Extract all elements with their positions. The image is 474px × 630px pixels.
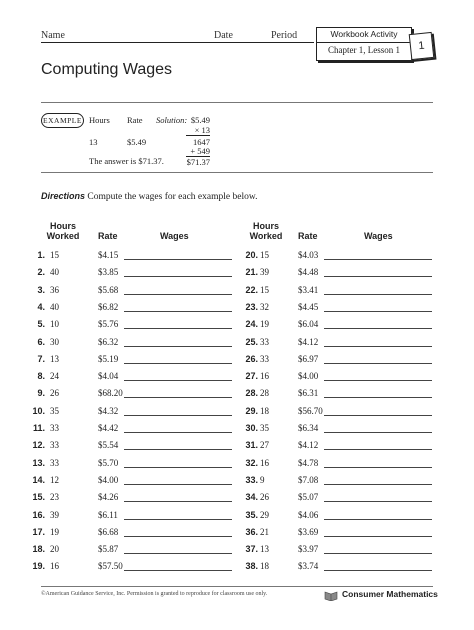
header-rule — [41, 42, 314, 43]
example-calc-underline-1 — [186, 135, 210, 136]
exercise-number: 4. — [37, 301, 45, 312]
wages-answer-line[interactable] — [324, 397, 432, 398]
example-answer: The answer is $71.37. — [89, 156, 164, 166]
exercise-row — [0, 250, 474, 262]
hourly-rate: $4.26 — [98, 492, 119, 503]
exercise-number: 10. — [32, 405, 45, 416]
wages-answer-line[interactable] — [324, 553, 432, 554]
wages-answer-line[interactable] — [324, 570, 432, 571]
hourly-rate: $7.08 — [298, 474, 319, 485]
exercise-number: 16. — [32, 509, 45, 520]
hourly-rate: $57.50 — [98, 561, 123, 572]
exercise-number: 3. — [37, 284, 45, 295]
exercise-number: 29. — [245, 405, 258, 416]
hourly-rate: $5.68 — [98, 284, 119, 295]
hourly-rate: $4.06 — [298, 509, 319, 520]
hourly-rate: $4.15 — [98, 250, 119, 260]
hourly-rate: $4.12 — [298, 440, 319, 451]
wages-answer-line[interactable] — [324, 484, 432, 485]
hours-worked: 15 — [50, 250, 59, 260]
exercise-number: 23. — [245, 301, 258, 312]
exercise-row — [0, 440, 474, 452]
hourly-rate: $5.70 — [98, 457, 119, 468]
example-solution-label: Solution: — [156, 115, 188, 125]
page-title: Computing Wages — [41, 61, 173, 78]
hourly-rate: $56.70 — [298, 405, 323, 416]
exercise-row — [0, 561, 474, 573]
wages-answer-line[interactable] — [324, 432, 432, 433]
hourly-rate: $3.74 — [298, 561, 319, 572]
exercise-number: 27. — [245, 371, 258, 382]
example-hours-header: Hours — [89, 115, 110, 125]
workbook-title: Workbook Activity — [330, 29, 398, 39]
exercise-row — [0, 337, 474, 349]
example-calc-line-1: $5.49 — [190, 115, 210, 125]
exercise-row — [0, 510, 474, 522]
wages-answer-line[interactable] — [324, 519, 432, 520]
exercise-row — [0, 267, 474, 279]
exercise-number: 30. — [245, 423, 258, 433]
left-hours-header-line-2: Worked — [46, 231, 80, 241]
hourly-rate: $5.07 — [298, 492, 319, 503]
hours-worked: 33 — [260, 336, 269, 347]
left-rate-header: Rate — [98, 231, 118, 241]
hours-worked: 39 — [50, 509, 59, 520]
example-calc-line-4: + 549 — [190, 146, 210, 156]
exercise-number: 14. — [32, 474, 45, 485]
hourly-rate: $4.00 — [298, 371, 319, 382]
exercise-row — [0, 423, 474, 435]
example-hours-value: 13 — [89, 137, 98, 147]
example-rate-value: $5.49 — [127, 137, 147, 147]
hourly-rate: $5.54 — [98, 440, 119, 451]
wages-answer-line[interactable] — [324, 467, 432, 468]
wages-answer-line[interactable] — [324, 449, 432, 450]
exercise-number: 15. — [32, 492, 45, 503]
exercise-row — [0, 406, 474, 418]
wages-answer-line[interactable] — [324, 259, 432, 260]
directions — [41, 191, 257, 202]
hourly-rate: $6.82 — [98, 301, 119, 312]
hours-worked: 13 — [50, 353, 59, 364]
exercise-number: 2. — [37, 267, 45, 278]
exercise-number: 25. — [245, 336, 258, 347]
hourly-rate: $5.87 — [98, 544, 119, 555]
wages-answer-line[interactable] — [324, 328, 432, 329]
exercise-row — [0, 388, 474, 400]
period-label: Period — [271, 30, 298, 41]
hourly-rate: $4.03 — [298, 250, 319, 260]
hours-worked: 21 — [260, 526, 269, 537]
exercise-number: 13. — [32, 457, 45, 468]
hours-worked: 20 — [50, 544, 59, 555]
exercise-number: 12. — [32, 440, 45, 451]
example-rule — [41, 172, 433, 173]
exercise-number: 32. — [245, 457, 258, 468]
directions-label: Directions — [41, 191, 86, 201]
hours-worked: 36 — [50, 284, 59, 295]
date-label: Date — [214, 30, 233, 41]
hours-worked: 33 — [50, 423, 59, 433]
exercise-number: 19. — [32, 561, 45, 572]
right-rate-header: Rate — [298, 231, 318, 241]
exercise-number: 17. — [32, 526, 45, 537]
hours-worked: 28 — [260, 388, 269, 399]
hourly-rate: $6.11 — [98, 509, 118, 520]
hours-worked: 27 — [260, 440, 269, 451]
wages-answer-line[interactable] — [324, 294, 432, 295]
hours-worked: 24 — [50, 371, 59, 382]
wages-answer-line[interactable] — [324, 536, 432, 537]
wages-answer-line[interactable] — [324, 501, 432, 502]
exercise-number: 18. — [32, 544, 45, 555]
hours-worked: 29 — [260, 509, 269, 520]
right-hours-header-line-1: Hours — [252, 221, 279, 231]
workbook-number: 1 — [409, 32, 435, 60]
book-icon — [324, 590, 338, 601]
hourly-rate: $5.19 — [98, 353, 119, 364]
book-title: Consumer Mathematics — [342, 589, 438, 599]
left-hours-header — [42, 221, 84, 241]
left-wages-header: Wages — [160, 231, 189, 241]
hourly-rate: $3.85 — [98, 267, 119, 278]
hourly-rate: $6.31 — [298, 388, 319, 399]
hourly-rate: $4.32 — [98, 405, 119, 416]
wages-answer-line[interactable] — [324, 363, 432, 364]
exercise-number: 22. — [245, 284, 258, 295]
exercise-number: 37. — [245, 544, 258, 555]
exercise-number: 24. — [245, 319, 258, 330]
hours-worked: 15 — [260, 250, 269, 260]
exercise-number: 5. — [37, 319, 45, 330]
right-hours-header — [245, 221, 287, 241]
hours-worked: 19 — [260, 319, 269, 330]
exercise-row — [0, 371, 474, 383]
footer-rule — [41, 586, 433, 587]
hourly-rate: $4.45 — [298, 301, 319, 312]
title-rule — [41, 102, 433, 103]
exercise-number: 38. — [245, 561, 258, 572]
hourly-rate: $4.04 — [98, 371, 119, 382]
hours-worked: 18 — [260, 561, 269, 572]
hours-worked: 32 — [260, 301, 269, 312]
right-hours-header-line-2: Worked — [249, 231, 283, 241]
hourly-rate: $4.42 — [98, 423, 119, 433]
hourly-rate: $6.68 — [98, 526, 119, 537]
hourly-rate: $4.00 — [98, 474, 119, 485]
hours-worked: 10 — [50, 319, 59, 330]
workbook-subtitle: Chapter 1, Lesson 1 — [328, 45, 400, 55]
wages-answer-line[interactable] — [324, 415, 432, 416]
hourly-rate: $6.04 — [298, 319, 319, 330]
hourly-rate: $6.34 — [298, 423, 319, 433]
wages-answer-line[interactable] — [324, 380, 432, 381]
hours-worked: 9 — [260, 474, 265, 485]
exercise-row — [0, 492, 474, 504]
exercise-number: 28. — [245, 388, 258, 399]
directions-text: Compute the wages for each example below. — [87, 192, 258, 202]
hourly-rate: $4.48 — [298, 267, 319, 278]
hours-worked: 13 — [260, 544, 269, 555]
hours-worked: 40 — [50, 267, 59, 278]
example-calc-line-5: $71.37 — [186, 157, 210, 167]
exercise-row — [0, 285, 474, 297]
exercise-number: 26. — [245, 353, 258, 364]
exercise-number: 33. — [245, 474, 258, 485]
hours-worked: 35 — [50, 405, 59, 416]
hours-worked: 39 — [260, 267, 269, 278]
exercise-row — [0, 354, 474, 366]
right-wages-header: Wages — [364, 231, 393, 241]
exercise-number: 9. — [37, 388, 45, 399]
exercise-row — [0, 527, 474, 539]
exercise-number: 8. — [37, 371, 45, 382]
hours-worked: 33 — [50, 457, 59, 468]
hours-worked: 15 — [260, 284, 269, 295]
hourly-rate: $6.32 — [98, 336, 119, 347]
exercise-number: 31. — [245, 440, 258, 451]
hourly-rate: $3.97 — [298, 544, 319, 555]
hours-worked: 16 — [260, 371, 269, 382]
exercise-number: 6. — [37, 336, 45, 347]
hourly-rate: $68.20 — [98, 388, 123, 399]
hours-worked: 26 — [260, 492, 269, 503]
hourly-rate: $3.41 — [298, 284, 319, 295]
exercise-row — [0, 319, 474, 331]
exercise-number: 7. — [37, 353, 45, 364]
hours-worked: 23 — [50, 492, 59, 503]
hours-worked: 30 — [50, 336, 59, 347]
exercise-number: 20. — [245, 250, 258, 260]
wages-answer-line[interactable] — [324, 276, 432, 277]
exercise-number: 35. — [245, 509, 258, 520]
hours-worked: 16 — [260, 457, 269, 468]
wages-answer-line[interactable] — [324, 346, 432, 347]
copyright-notice: ©American Guidance Service, Inc. Permission is granted to reproduce for classroom use only. — [41, 591, 268, 597]
hourly-rate: $4.12 — [298, 336, 319, 347]
name-label: Name — [41, 30, 65, 41]
hourly-rate: $5.76 — [98, 319, 119, 330]
hourly-rate: $4.78 — [298, 457, 319, 468]
hours-worked: 35 — [260, 423, 269, 433]
workbook-box — [316, 27, 412, 61]
example-rate-header: Rate — [127, 115, 143, 125]
exercise-row — [0, 458, 474, 470]
exercise-number: 1. — [37, 250, 45, 260]
hours-worked: 33 — [260, 353, 269, 364]
hours-worked: 18 — [260, 405, 269, 416]
exercise-number: 11. — [32, 423, 45, 433]
exercise-number: 21. — [245, 267, 258, 278]
exercise-row — [0, 302, 474, 314]
exercise-row — [0, 475, 474, 487]
hours-worked: 33 — [50, 440, 59, 451]
exercise-number: 34. — [245, 492, 258, 503]
hours-worked: 26 — [50, 388, 59, 399]
example-calc-line-3: 1647 — [193, 137, 210, 147]
example-calc-line-2: × 13 — [194, 125, 210, 135]
hourly-rate: $3.69 — [298, 526, 319, 537]
hours-worked: 40 — [50, 301, 59, 312]
hours-worked: 16 — [50, 561, 59, 572]
exercise-row — [0, 544, 474, 556]
example-badge: EXAMPLE — [41, 113, 84, 128]
workbook-divider — [317, 42, 411, 43]
hours-worked: 19 — [50, 526, 59, 537]
wages-answer-line[interactable] — [324, 311, 432, 312]
hourly-rate: $6.97 — [298, 353, 319, 364]
left-hours-header-line-1: Hours — [49, 221, 76, 231]
exercise-number: 36. — [245, 526, 258, 537]
hours-worked: 12 — [50, 474, 59, 485]
